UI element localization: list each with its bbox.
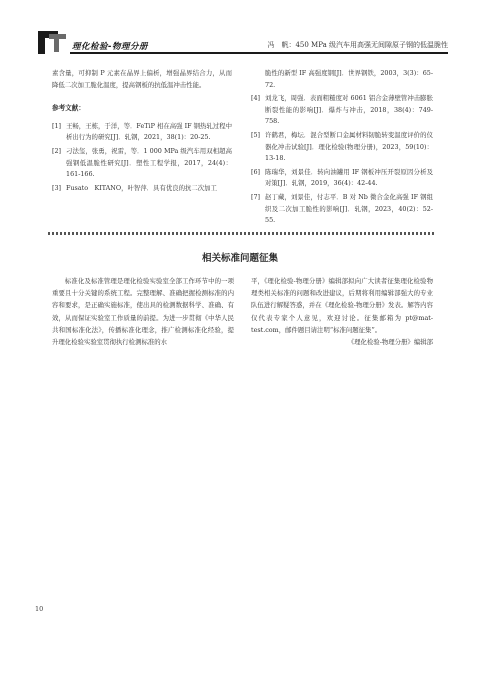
reference-number: [3] [52, 183, 62, 192]
reference-item [251, 93, 433, 128]
reference-text: 赵丁藏，刘景佳，付志平．B 对 Nb 微合金化高强 IF 钢组织及二次加工脆性的影响[J]．轧钢，2023，40(2)：52-55. [265, 192, 433, 225]
references-heading: 参考文献： [52, 104, 85, 113]
reference-text: 王畅，王栋，于洋，等．FeTiP 相在高强 IF 钢热轧过程中析出行为的研究[J]．轧钢，2021，38(1)：20-25. [66, 121, 232, 142]
notice-left-column [52, 275, 234, 348]
reference-text: Fusato KITANO，叶智萍．具有优良的抗二次加工 [66, 183, 217, 192]
right-column-top [251, 68, 433, 229]
reference-number: [1] [52, 121, 62, 130]
notice-right-column [251, 275, 433, 348]
notice-paragraph: 标准化及标准管理是理化检验实验室全部工作环节中的一项重要且十分关键的系统工程。完整理解、准确把握检测标准的内容和要求，是正确实施标准，使出具的检测数据科学、准确、有效，从而保证实验室工作质量的前提。为进一步贯彻《中华人民共和国标准化法》，传播标准化理念，推广检测标准化经验，提升理化检验实验室贯彻执行检测标准的水 [52, 277, 234, 347]
notice-paragraph: 平，《理化检验-物理分册》编辑部拟向广大读者征集理化检验物理类相关标准的问题和改进建议，后期将利用编辑部强大的专业队伍进行解疑答惑，并在《理化检验-物理分册》发表。解答内容仅代表专家个人意见，欢迎讨论。征集邮箱为 pt@mat-test.com，邮件题目请注明“标准问题征集”。 [251, 277, 433, 334]
header-rule [70, 52, 448, 54]
reference-item [52, 146, 232, 181]
journal-name: 理化检验-物理分册 [72, 42, 149, 52]
section-divider [48, 232, 434, 235]
reference-item [251, 192, 433, 227]
reference-number: [5] [251, 130, 261, 139]
reference-text: 刁法玺，张勇，祝雷，等．1 000 MPa 级汽车用双相超高强钢低温脆性研究[J]．塑性工程学报，2017，24(4)：161-166. [66, 146, 232, 179]
reference-number: [6] [251, 167, 261, 176]
page-header [36, 30, 448, 56]
reference-number: [2] [52, 146, 62, 155]
notice-title: 相关标准问题征集 [201, 253, 278, 264]
reference-number: [4] [251, 94, 261, 103]
reference-continuation [251, 68, 433, 91]
reference-item [52, 183, 232, 195]
left-column-top [52, 68, 232, 196]
running-title: 冯 帆：450 MPa 级汽车用高强无间隙原子钢的低温脆性 [267, 41, 448, 49]
reference-item [251, 130, 433, 165]
reference-text: 脆性的新型 IF 高强度钢[J]．世界钢铁，2003，3(3)：65-72. [265, 69, 433, 89]
reference-text: 陈瑞华，刘景佳．转向油罐用 IF 钢板冲压开裂原因分析及对策[J]．轧钢，2019，36(4)：42-44. [265, 167, 433, 188]
notice-signature: 《理化检验-物理分册》编辑部 [347, 338, 433, 347]
article-closing-paragraph: 素含量，可抑制 P 元素在晶界上偏析，增强晶界结合力，从而降低二次加工脆化温度，提高钢板的抗低温冲击性能。 [52, 69, 232, 89]
reference-item [52, 121, 232, 144]
journal-logo [36, 30, 68, 54]
reference-text: 刘龙飞，周强．表面粗糙度对 6061 铝合金薄壁管冲击膨胀断裂性能的影响[J]．爆炸与冲击，2018，38(4)：749-758. [265, 94, 433, 126]
page-number: 10 [35, 605, 44, 613]
reference-item [251, 167, 433, 190]
reference-text: 许鹤君，梅坛．混合型断口金属材料韧脆转变温度评价的仪器化冲击试验[J]．理化检验(物理分册)，2023，59(10)：13-18. [265, 130, 433, 163]
reference-number: [7] [251, 192, 261, 201]
